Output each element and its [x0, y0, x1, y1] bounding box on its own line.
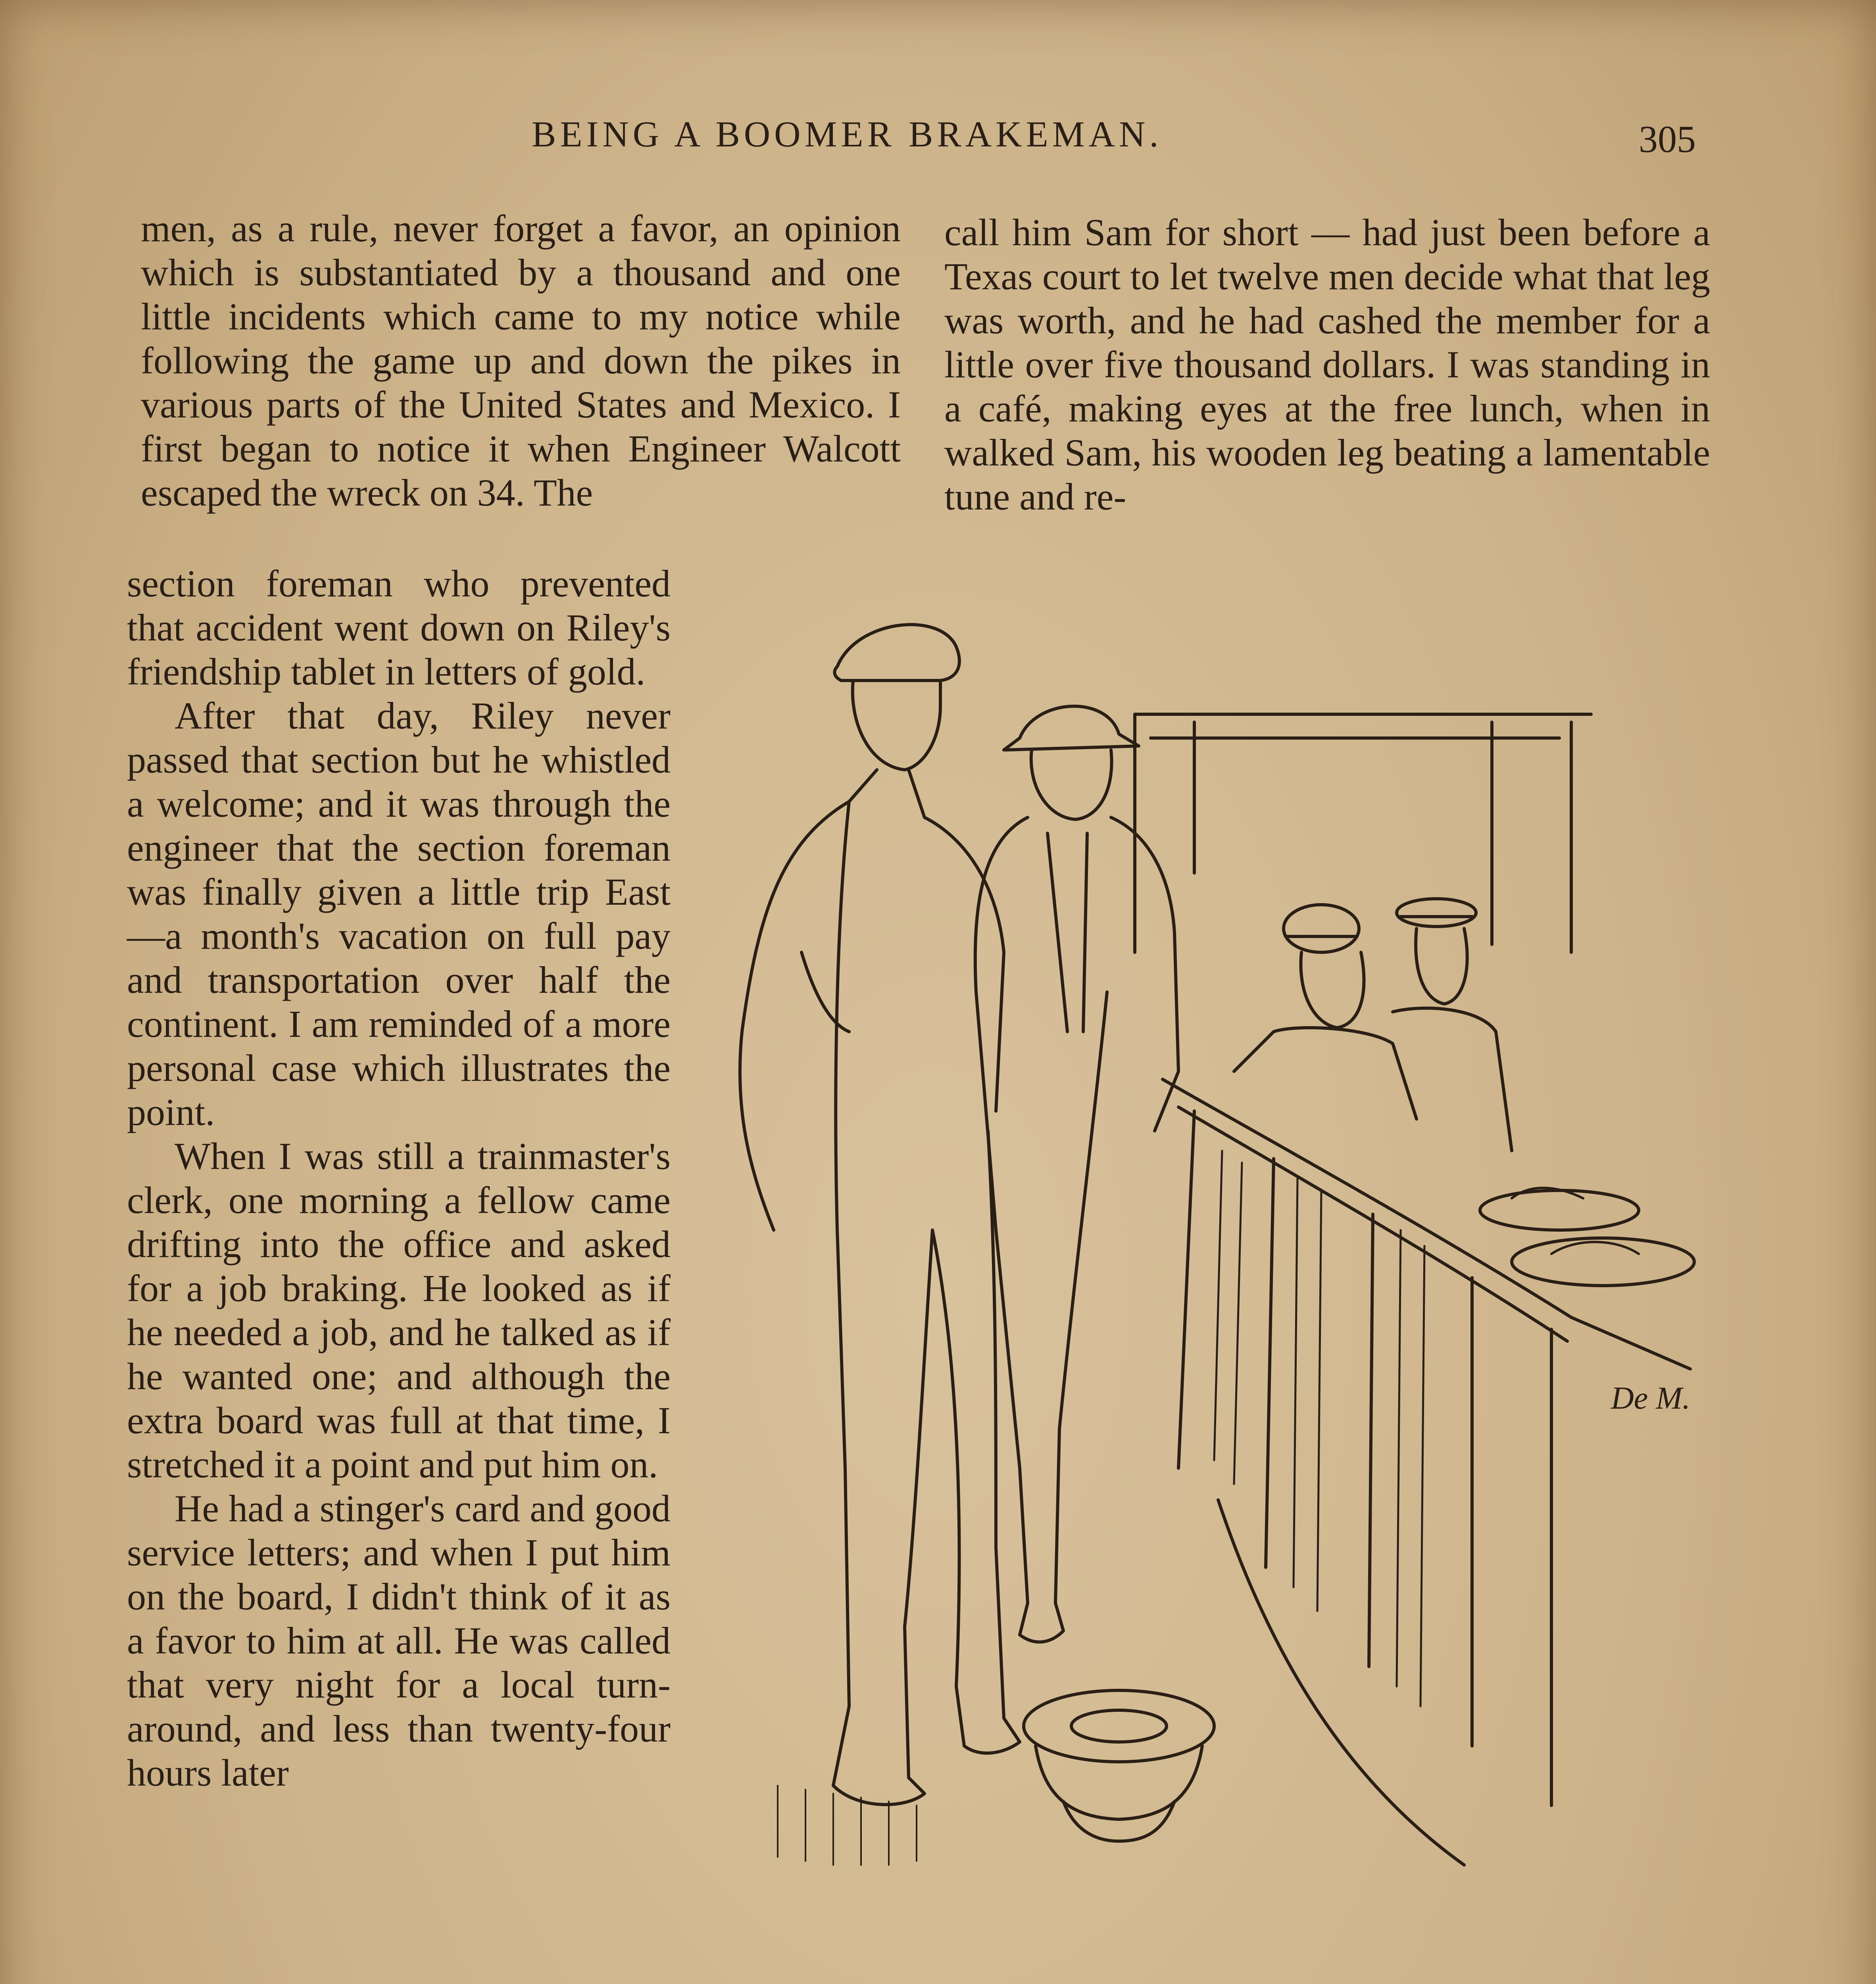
- cap: [834, 625, 959, 681]
- man-in-hat: [975, 706, 1178, 1642]
- running-header: BEING A BOOMER BRAKEMAN.: [532, 114, 1163, 154]
- window-frame: [1135, 714, 1591, 952]
- man-at-counter-right: [1393, 899, 1512, 1151]
- column-top-right: [944, 210, 1710, 519]
- page-number: 305: [1639, 118, 1696, 160]
- plate: [1480, 1190, 1639, 1230]
- cafe-illustration: [718, 595, 1734, 1885]
- paragraph: After that day, Riley never passed that section but he whistled a welcome; and it was through the engineer that the section foreman was finally given a little trip East—a month's vacation on full pay and transportation over half the continent. I am reminded of a more personal case which illustrates the point.: [127, 694, 671, 1133]
- column-middle-left: [127, 561, 671, 1795]
- paragraph: He had a stinger's card and good service letters; and when I put him on the board, I didn't think of it as a favor to him at all. He was called that very night for a local turn-around, and less than twenty-four hours later: [127, 1487, 671, 1794]
- plate: [1512, 1238, 1694, 1286]
- artist-signature: De M.: [1611, 1381, 1690, 1416]
- paragraph: When I was still a trainmaster's clerk, one morning a fellow came drifting into the office and asked for a job braking. He looked as if he needed a job, and he talked as if he wanted one; and although the extra board was full at that time, I stretched it a point and put him on.: [127, 1135, 671, 1486]
- man-at-counter-left: [1234, 905, 1417, 1119]
- paragraph: section foreman who prevented that accident went down on Riley's friendship tablet in letters of gold.: [127, 562, 671, 693]
- tall-man-wooden-leg: [740, 625, 1020, 1805]
- column-top-left: [141, 206, 901, 515]
- counter-front: [1178, 1111, 1551, 1865]
- hat: [1004, 706, 1139, 750]
- paragraph: men, as a rule, never forget a favor, an opinion which is substantiated by a thousand and one little incidents which came to my notice while following the game up and down the pikes in various parts of the United States and Mexico. I first began to notice it when Engineer Walcott escaped the wreck on 34. The: [141, 207, 901, 514]
- paragraph: call him Sam for short — had just been before a Texas court to let twelve men decide what that leg was worth, and he had cashed the member for a little over five thousand dollars. I was standing in a café, making eyes at the free lunch, when in walked Sam, his wooden leg beating a lamentable tune and re-: [944, 211, 1710, 518]
- spittoon: [1024, 1690, 1214, 1841]
